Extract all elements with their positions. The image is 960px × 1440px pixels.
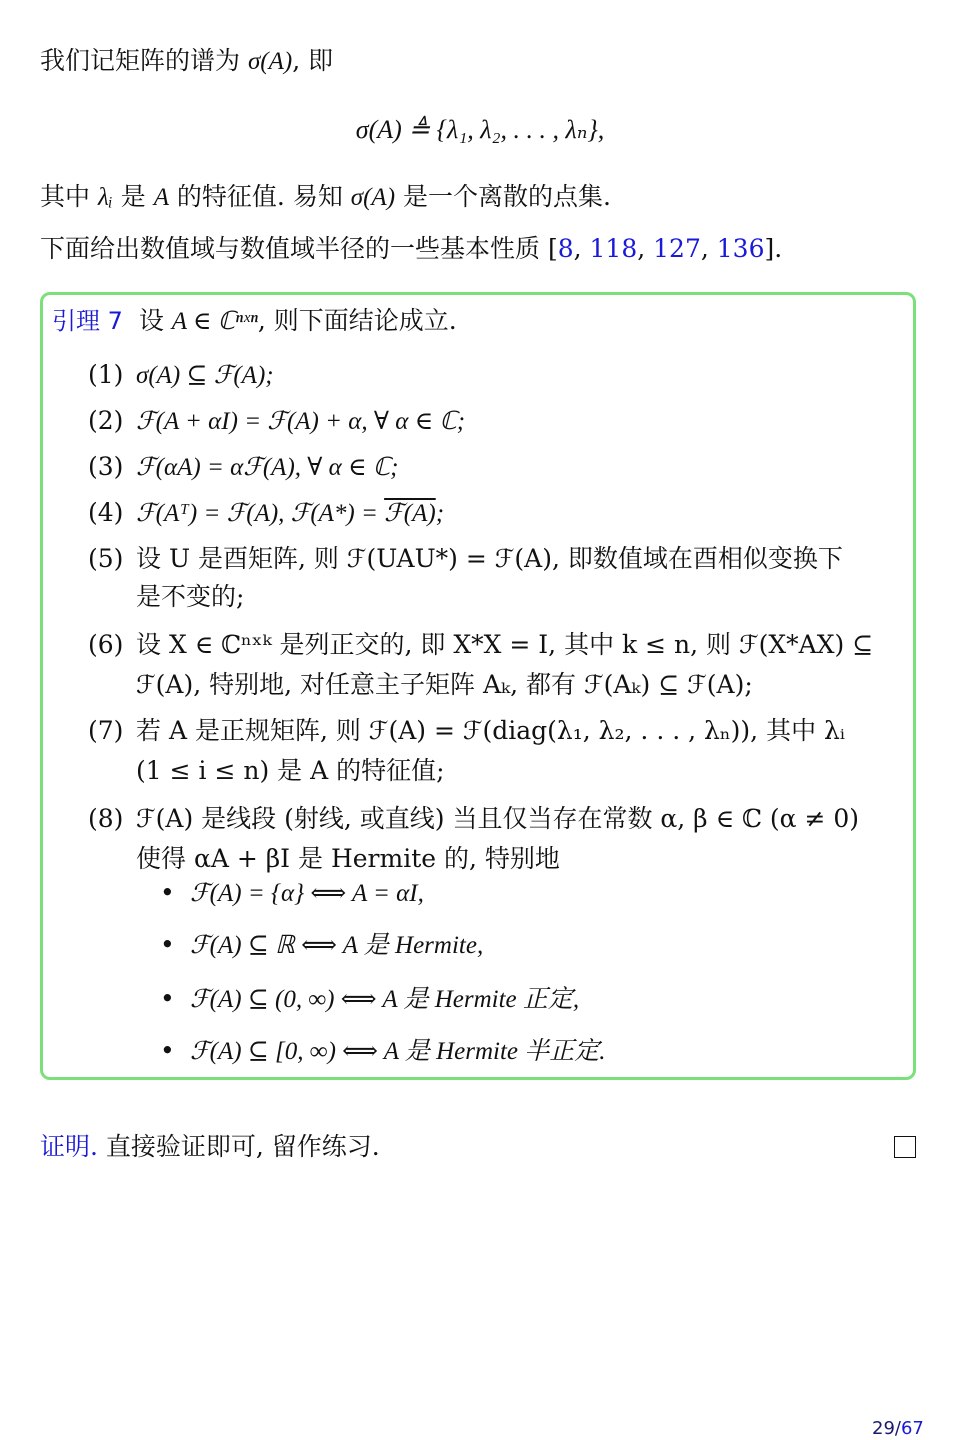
page-number[interactable]: 29/67 <box>872 1418 924 1439</box>
lemma-label[interactable]: 引理 7 <box>52 307 123 335</box>
lemma-item-1: (1) σ(A) ⊆ ℱ(A); <box>88 360 274 389</box>
citation-link-8[interactable]: 8 <box>557 234 574 263</box>
spectrum-equation: σ(A) ≜ {λ₁, λ₂, . . . , λₙ}, <box>355 115 605 144</box>
lemma-item-3: (3) ℱ(αA) = αℱ(A), ∀ α ∈ ℂ; <box>88 452 399 481</box>
lemma-item-5-cont: 是不变的; <box>136 582 245 611</box>
intro-line-3: 其中 λᵢ 是 A 的特征值. 易知 σ(A) 是一个离散的点集. <box>40 182 611 211</box>
intro-line-4: 下面给出数值域与数值域半径的一些基本性质 [8, 118, 127, 136]. <box>40 234 783 263</box>
lemma-item-5: (5) 设 U 是酉矩阵, 则 ℱ(UAU*) = ℱ(A), 即数值域在酉相似变换下 <box>88 544 843 573</box>
proof-label[interactable]: 证明. <box>40 1132 98 1161</box>
lemma-bullet-1: • ℱ(A) = {α} ⟺ A = αI, <box>160 878 424 907</box>
lemma-bullet-2: • ℱ(A) ⊆ ℝ ⟺ A 是 Hermite, <box>160 930 484 959</box>
lemma-item-8: (8) ℱ(A) 是线段 (射线, 或直线) 当且仅当存在常数 α, β ∈ ℂ (α ≠ 0) <box>88 804 860 833</box>
lemma-item-6: (6) 设 X ∈ ℂⁿˣᵏ 是列正交的, 即 X*X = I, 其中 k ≤ n, 则 ℱ(X*AX) ⊆ <box>88 630 874 659</box>
lemma-item-6-cont: ℱ(A), 特别地, 对任意主子矩阵 Aₖ, 都有 ℱ(Aₖ) ⊆ ℱ(A); <box>136 670 753 699</box>
proof-line: 证明. 直接验证即可, 留作练习. <box>40 1132 380 1161</box>
lemma-item-8-cont: 使得 αA + βI 是 Hermite 的, 特别地 <box>136 844 560 873</box>
intro-line-1: 我们记矩阵的谱为 σ(A), 即 <box>40 46 334 75</box>
lemma-statement: 引理 7 设 A ∈ ℂⁿˣⁿ, 则下面结论成立. <box>52 306 457 335</box>
lemma-item-2: (2) ℱ(A + αI) = ℱ(A) + α, ∀ α ∈ ℂ; <box>88 406 466 435</box>
lemma-item-7-cont: (1 ≤ i ≤ n) 是 A 的特征值; <box>136 756 445 785</box>
lemma-item-4: (4) ℱ(Aᵀ) = ℱ(A), ℱ(A*) = ℱ(A); <box>88 498 445 527</box>
citation-link-118[interactable]: 118 <box>589 234 638 263</box>
lemma-bullet-3: • ℱ(A) ⊆ (0, ∞) ⟺ A 是 Hermite 正定, <box>160 984 580 1013</box>
citation-link-136[interactable]: 136 <box>716 234 765 263</box>
lemma-item-7: (7) 若 A 是正规矩阵, 则 ℱ(A) = ℱ(diag(λ₁, λ₂, . . . , λₙ)), 其中 λᵢ <box>88 716 845 745</box>
qed-box-icon <box>894 1136 916 1158</box>
citation-link-127[interactable]: 127 <box>653 234 701 263</box>
lemma-bullet-4: • ℱ(A) ⊆ [0, ∞) ⟺ A 是 Hermite 半正定. <box>160 1036 606 1065</box>
